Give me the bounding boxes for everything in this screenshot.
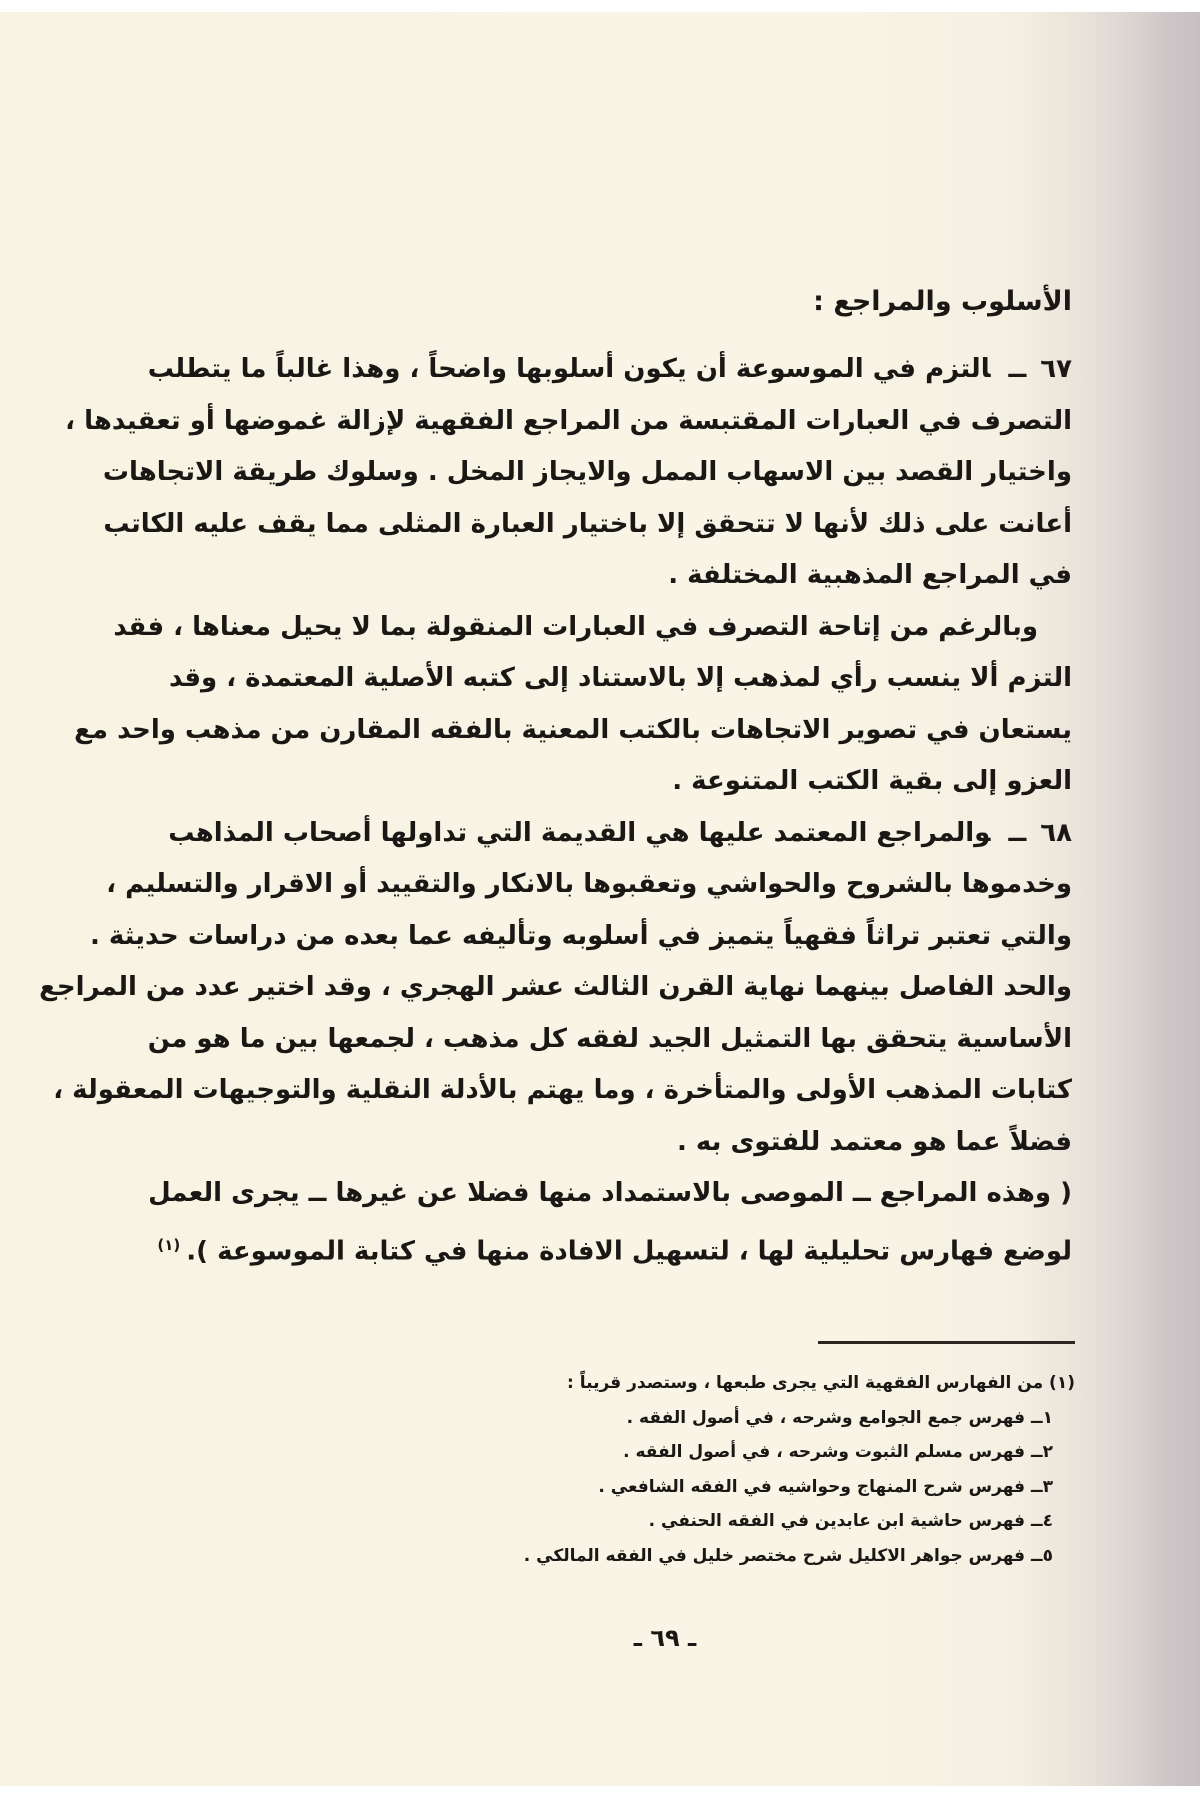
footnotes [375, 1366, 1075, 1573]
text-line: العزو إلى بقية الكتب المتنوعة . [672, 766, 1072, 796]
paragraph-dash: ــ [1008, 817, 1027, 848]
footnote-separator [818, 1341, 1075, 1344]
text-line: الأساسية يتحقق بها التمثيل الجيد لفقه كل مذهب ، لجمعها بين ما هو من [147, 1023, 1072, 1054]
page-number: ـ ٦٩ ـ [633, 1624, 697, 1652]
paragraph-dash: ــ [1008, 354, 1027, 384]
text-line: ( وهذه المراجع ــ الموصى بالاستمداد منها فضلا عن غيرها ــ يجرى العمل [148, 1178, 1072, 1208]
text-line: ٦٨ــوالمراجع المعتمد عليها هي القديمة التي تداولها أصحاب المذاهب [168, 817, 1072, 848]
text-line: فضلاً عما هو معتمد للفتوى به . [676, 1126, 1072, 1157]
footnote-item: ١ــ فهرس جمع الجوامع وشرحه ، في أصول الفقه . [626, 1407, 1053, 1428]
footnote-reference: (١) [157, 1235, 181, 1254]
footnote-intro: (١) من الفهارس الفقهية التي يجرى طبعها ، وستصدر قريباً : [567, 1373, 1075, 1393]
paragraph-references-note [148, 1168, 1072, 1271]
paragraph-67 [65, 344, 1072, 602]
main-text [39, 344, 1072, 1271]
section-heading: الأسلوب والمراجع : [813, 286, 1072, 317]
text-line: وخدموها بالشروح والحواشي وتعقبوها بالانكار والتقييد أو الاقرار والتسليم ، [106, 869, 1072, 899]
footnote-item: ٤ــ فهرس حاشية ابن عابدين في الفقه الحنفي . [648, 1511, 1053, 1531]
text-line: والحد الفاصل بينهما نهاية القرن الثالث عشر الهجري ، وقد اختير عدد من المراجع [39, 972, 1072, 1002]
footnote-item: ٣ــ فهرس شرح المنهاج وحواشيه في الفقه الشافعي . [598, 1476, 1053, 1497]
text-line: وبالرغم من إتاحة التصرف في العبارات المنقولة بما لا يحيل معناها ، فقد [113, 611, 1038, 642]
text-line: واختيار القصد بين الاسهاب الممل والايجاز المخل . وسلوك طريقة الاتجاهات [102, 457, 1072, 487]
paragraph-number: ٦٨ [1040, 817, 1072, 848]
text-line: التصرف في العبارات المقتبسة من المراجع الفقهية لإزالة غموضها أو تعقيدها ، [65, 405, 1072, 436]
footnote-item: ٢ــ فهرس مسلم الثبوت وشرحه ، في أصول الفقه . [623, 1442, 1053, 1462]
scanned-page [0, 12, 1200, 1786]
text-line: أعانت على ذلك لأنها لا تتحقق إلا باختيار العبارة المثلى مما يقف عليه الكاتب [103, 508, 1072, 539]
paragraph-number: ٦٧ [1040, 354, 1072, 384]
text-line: التزم ألا ينسب رأي لمذهب إلا بالاستناد إلى كتبه الأصلية المعتمدة ، وقد [168, 663, 1072, 693]
text-line: والتي تعتبر تراثاً فقهياً يتميز في أسلوبه وتأليفه عما بعده من دراسات حديثة . [89, 920, 1072, 951]
text-line: لوضع فهارس تحليلية لها ، لتسهيل الافادة منها في كتابة الموسوعة ).$^{(١)}$ [157, 1235, 1072, 1267]
text-line: يستعان في تصوير الاتجاهات بالكتب المعنية بالفقه المقارن من مذهب واحد مع [74, 714, 1072, 745]
text-line: كتابات المذهب الأولى والمتأخرة ، وما يهتم بالأدلة النقلية والتوجيهات المعقولة ، [53, 1075, 1072, 1105]
text-line: ٦٧ــالتزم في الموسوعة أن يكون أسلوبها واضحاً ، وهذا غالباً ما يتطلب [147, 354, 1072, 384]
paragraph-68 [39, 808, 1072, 1169]
text-line: في المراجع المذهبية المختلفة . [668, 560, 1072, 590]
paragraph-67-continued [74, 602, 1072, 808]
footnote-item: ٥ــ فهرس جواهر الاكليل شرح مختصر خليل في الفقه المالكي . [523, 1545, 1053, 1566]
